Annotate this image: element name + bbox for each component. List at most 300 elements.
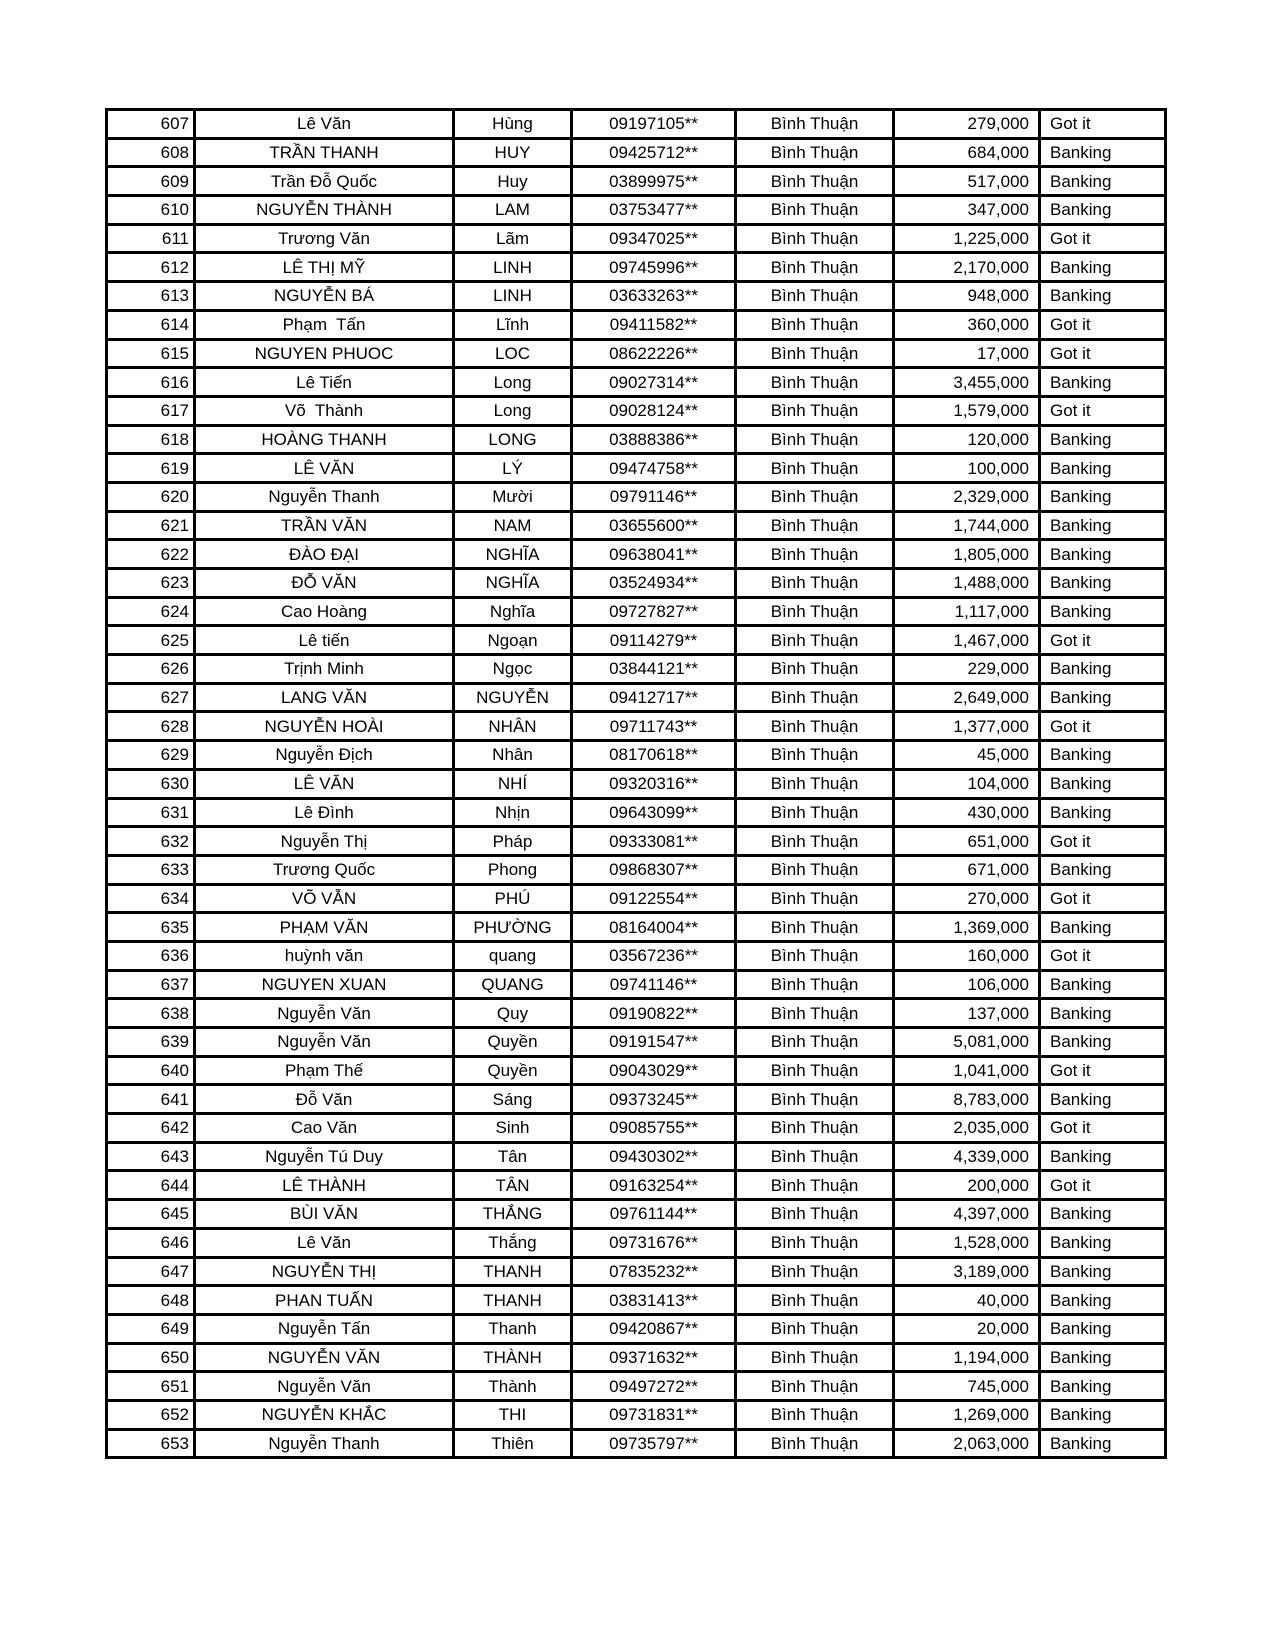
cell-last-name: THÀNH: [454, 1343, 572, 1372]
cell-status: Banking: [1040, 253, 1166, 282]
cell-phone-number: 09411582**: [572, 310, 736, 339]
cell-phone-number: 09638041**: [572, 540, 736, 569]
cell-phone-number: 03899975**: [572, 167, 736, 196]
table-row: [107, 138, 1166, 167]
cell-row-number: 608: [107, 138, 195, 167]
cell-phone-number: 09761144**: [572, 1200, 736, 1229]
cell-last-name: NGHĨA: [454, 540, 572, 569]
table-row: [107, 224, 1166, 253]
cell-status: Banking: [1040, 913, 1166, 942]
cell-province: Bình Thuận: [736, 511, 894, 540]
cell-province: Bình Thuận: [736, 827, 894, 856]
cell-amount: 279,000: [894, 110, 1040, 139]
cell-amount: 1,041,000: [894, 1056, 1040, 1085]
table-row: [107, 941, 1166, 970]
cell-amount: 1,528,000: [894, 1228, 1040, 1257]
cell-first-name: NGUYỄN THÀNH: [195, 196, 454, 225]
cell-province: Bình Thuận: [736, 769, 894, 798]
cell-amount: 270,000: [894, 884, 1040, 913]
cell-status: Banking: [1040, 1286, 1166, 1315]
table-row: [107, 1400, 1166, 1429]
cell-phone-number: 09497272**: [572, 1372, 736, 1401]
cell-row-number: 647: [107, 1257, 195, 1286]
cell-last-name: Lĩnh: [454, 310, 572, 339]
cell-first-name: Nguyễn Văn: [195, 1028, 454, 1057]
cell-amount: 948,000: [894, 282, 1040, 311]
cell-first-name: NGUYEN XUAN: [195, 970, 454, 999]
cell-first-name: Cao Hoàng: [195, 597, 454, 626]
cell-province: Bình Thuận: [736, 224, 894, 253]
cell-status: Banking: [1040, 1429, 1166, 1458]
cell-row-number: 613: [107, 282, 195, 311]
cell-status: Got it: [1040, 626, 1166, 655]
cell-first-name: PHẠM VĂN: [195, 913, 454, 942]
cell-phone-number: 09791146**: [572, 482, 736, 511]
cell-phone-number: 09868307**: [572, 855, 736, 884]
cell-phone-number: 09333081**: [572, 827, 736, 856]
cell-amount: 5,081,000: [894, 1028, 1040, 1057]
cell-row-number: 609: [107, 167, 195, 196]
cell-row-number: 637: [107, 970, 195, 999]
table-row: [107, 655, 1166, 684]
cell-row-number: 635: [107, 913, 195, 942]
cell-status: Banking: [1040, 597, 1166, 626]
cell-status: Got it: [1040, 884, 1166, 913]
cell-first-name: ĐÀO ĐẠI: [195, 540, 454, 569]
cell-province: Bình Thuận: [736, 1429, 894, 1458]
cell-first-name: ĐỖ VĂN: [195, 569, 454, 598]
cell-row-number: 607: [107, 110, 195, 139]
table-row: [107, 253, 1166, 282]
cell-phone-number: 09373245**: [572, 1085, 736, 1114]
cell-row-number: 630: [107, 769, 195, 798]
cell-first-name: LANG VĂN: [195, 683, 454, 712]
cell-row-number: 639: [107, 1028, 195, 1057]
cell-first-name: Nguyễn Tú Duy: [195, 1142, 454, 1171]
cell-row-number: 629: [107, 741, 195, 770]
cell-last-name: QUANG: [454, 970, 572, 999]
cell-amount: 2,329,000: [894, 482, 1040, 511]
cell-phone-number: 09347025**: [572, 224, 736, 253]
cell-amount: 1,377,000: [894, 712, 1040, 741]
cell-row-number: 623: [107, 569, 195, 598]
cell-phone-number: 03844121**: [572, 655, 736, 684]
cell-status: Banking: [1040, 683, 1166, 712]
table-row: [107, 368, 1166, 397]
cell-status: Banking: [1040, 1257, 1166, 1286]
cell-province: Bình Thuận: [736, 884, 894, 913]
cell-amount: 347,000: [894, 196, 1040, 225]
cell-first-name: Lê Đình: [195, 798, 454, 827]
cell-province: Bình Thuận: [736, 454, 894, 483]
cell-amount: 1,488,000: [894, 569, 1040, 598]
cell-phone-number: 03524934**: [572, 569, 736, 598]
cell-status: Banking: [1040, 1343, 1166, 1372]
table-row: [107, 827, 1166, 856]
table-row: [107, 396, 1166, 425]
cell-last-name: NHÂN: [454, 712, 572, 741]
table-row: [107, 339, 1166, 368]
cell-row-number: 628: [107, 712, 195, 741]
table-row: [107, 167, 1166, 196]
cell-status: Banking: [1040, 1085, 1166, 1114]
cell-province: Bình Thuận: [736, 1286, 894, 1315]
cell-province: Bình Thuận: [736, 569, 894, 598]
cell-first-name: Cao Văn: [195, 1114, 454, 1143]
cell-row-number: 651: [107, 1372, 195, 1401]
cell-status: Got it: [1040, 110, 1166, 139]
cell-province: Bình Thuận: [736, 310, 894, 339]
cell-phone-number: 07835232**: [572, 1257, 736, 1286]
cell-province: Bình Thuận: [736, 253, 894, 282]
table-row: [107, 569, 1166, 598]
cell-amount: 4,339,000: [894, 1142, 1040, 1171]
table-row: [107, 1314, 1166, 1343]
cell-last-name: Thành: [454, 1372, 572, 1401]
cell-row-number: 646: [107, 1228, 195, 1257]
cell-row-number: 621: [107, 511, 195, 540]
cell-province: Bình Thuận: [736, 741, 894, 770]
cell-first-name: LÊ VĂN: [195, 454, 454, 483]
cell-first-name: NGUYỄN VĂN: [195, 1343, 454, 1372]
cell-row-number: 620: [107, 482, 195, 511]
cell-row-number: 642: [107, 1114, 195, 1143]
cell-last-name: Tân: [454, 1142, 572, 1171]
cell-first-name: Nguyễn Thanh: [195, 1429, 454, 1458]
cell-amount: 430,000: [894, 798, 1040, 827]
cell-phone-number: 08164004**: [572, 913, 736, 942]
cell-last-name: LINH: [454, 253, 572, 282]
cell-amount: 229,000: [894, 655, 1040, 684]
cell-phone-number: 08622226**: [572, 339, 736, 368]
cell-last-name: LÝ: [454, 454, 572, 483]
table-row: [107, 1228, 1166, 1257]
cell-first-name: Lê Tiến: [195, 368, 454, 397]
table-row: [107, 425, 1166, 454]
cell-phone-number: 09711743**: [572, 712, 736, 741]
cell-amount: 40,000: [894, 1286, 1040, 1315]
cell-first-name: BÙI VĂN: [195, 1200, 454, 1229]
cell-phone-number: 09320316**: [572, 769, 736, 798]
cell-amount: 100,000: [894, 454, 1040, 483]
cell-province: Bình Thuận: [736, 913, 894, 942]
cell-amount: 360,000: [894, 310, 1040, 339]
cell-status: Banking: [1040, 855, 1166, 884]
cell-province: Bình Thuận: [736, 110, 894, 139]
recipient-list-table: [105, 108, 1167, 1459]
cell-phone-number: 09731831**: [572, 1400, 736, 1429]
cell-status: Got it: [1040, 396, 1166, 425]
table-row: [107, 310, 1166, 339]
table-row: [107, 1343, 1166, 1372]
cell-phone-number: 03655600**: [572, 511, 736, 540]
cell-row-number: 640: [107, 1056, 195, 1085]
cell-row-number: 653: [107, 1429, 195, 1458]
table-row: [107, 798, 1166, 827]
cell-last-name: Nghĩa: [454, 597, 572, 626]
cell-status: Banking: [1040, 798, 1166, 827]
cell-province: Bình Thuận: [736, 368, 894, 397]
cell-province: Bình Thuận: [736, 970, 894, 999]
cell-row-number: 643: [107, 1142, 195, 1171]
cell-phone-number: 09163254**: [572, 1171, 736, 1200]
cell-status: Banking: [1040, 540, 1166, 569]
cell-last-name: Nhân: [454, 741, 572, 770]
cell-phone-number: 09114279**: [572, 626, 736, 655]
cell-first-name: Nguyễn Tấn: [195, 1314, 454, 1343]
cell-first-name: Trịnh Minh: [195, 655, 454, 684]
cell-province: Bình Thuận: [736, 1400, 894, 1429]
cell-amount: 1,269,000: [894, 1400, 1040, 1429]
cell-amount: 104,000: [894, 769, 1040, 798]
cell-phone-number: 09122554**: [572, 884, 736, 913]
cell-amount: 45,000: [894, 741, 1040, 770]
cell-first-name: NGUYỄN HOÀI: [195, 712, 454, 741]
cell-last-name: Sinh: [454, 1114, 572, 1143]
cell-first-name: huỳnh văn: [195, 941, 454, 970]
cell-amount: 200,000: [894, 1171, 1040, 1200]
cell-status: Banking: [1040, 454, 1166, 483]
cell-last-name: LINH: [454, 282, 572, 311]
cell-row-number: 636: [107, 941, 195, 970]
cell-status: Banking: [1040, 655, 1166, 684]
table-row: [107, 1085, 1166, 1114]
cell-last-name: Nhịn: [454, 798, 572, 827]
cell-amount: 2,170,000: [894, 253, 1040, 282]
cell-last-name: LONG: [454, 425, 572, 454]
table-row: [107, 540, 1166, 569]
cell-last-name: Ngọc: [454, 655, 572, 684]
cell-row-number: 634: [107, 884, 195, 913]
cell-last-name: Sáng: [454, 1085, 572, 1114]
cell-last-name: Phong: [454, 855, 572, 884]
cell-first-name: Nguyễn Thị: [195, 827, 454, 856]
cell-amount: 137,000: [894, 999, 1040, 1028]
table-row: [107, 1028, 1166, 1057]
table-row: [107, 1286, 1166, 1315]
cell-last-name: Quy: [454, 999, 572, 1028]
cell-amount: 2,035,000: [894, 1114, 1040, 1143]
cell-last-name: Huy: [454, 167, 572, 196]
cell-province: Bình Thuận: [736, 597, 894, 626]
cell-amount: 4,397,000: [894, 1200, 1040, 1229]
table-row: [107, 712, 1166, 741]
cell-province: Bình Thuận: [736, 482, 894, 511]
cell-province: Bình Thuận: [736, 1314, 894, 1343]
cell-amount: 517,000: [894, 167, 1040, 196]
table-row: [107, 511, 1166, 540]
cell-phone-number: 09727827**: [572, 597, 736, 626]
cell-amount: 3,189,000: [894, 1257, 1040, 1286]
cell-first-name: Phạm Tấn: [195, 310, 454, 339]
cell-first-name: LÊ VĂN: [195, 769, 454, 798]
cell-amount: 745,000: [894, 1372, 1040, 1401]
cell-row-number: 615: [107, 339, 195, 368]
cell-status: Banking: [1040, 970, 1166, 999]
table-row: [107, 1372, 1166, 1401]
cell-last-name: Long: [454, 368, 572, 397]
cell-last-name: Ngoạn: [454, 626, 572, 655]
cell-province: Bình Thuận: [736, 941, 894, 970]
cell-amount: 1,194,000: [894, 1343, 1040, 1372]
cell-row-number: 616: [107, 368, 195, 397]
cell-row-number: 648: [107, 1286, 195, 1315]
cell-row-number: 645: [107, 1200, 195, 1229]
cell-row-number: 614: [107, 310, 195, 339]
cell-last-name: NHÍ: [454, 769, 572, 798]
cell-amount: 1,805,000: [894, 540, 1040, 569]
cell-first-name: Nguyễn Địch: [195, 741, 454, 770]
cell-status: Got it: [1040, 941, 1166, 970]
cell-first-name: PHAN TUẤN: [195, 1286, 454, 1315]
cell-status: Banking: [1040, 1228, 1166, 1257]
cell-status: Banking: [1040, 1142, 1166, 1171]
cell-row-number: 617: [107, 396, 195, 425]
cell-status: Banking: [1040, 368, 1166, 397]
table-row: [107, 482, 1166, 511]
table-row: [107, 741, 1166, 770]
cell-phone-number: 09430302**: [572, 1142, 736, 1171]
cell-status: Banking: [1040, 138, 1166, 167]
cell-status: Banking: [1040, 1028, 1166, 1057]
cell-first-name: Võ Thành: [195, 396, 454, 425]
cell-last-name: THANH: [454, 1257, 572, 1286]
cell-status: Banking: [1040, 482, 1166, 511]
cell-amount: 106,000: [894, 970, 1040, 999]
cell-status: Banking: [1040, 511, 1166, 540]
cell-last-name: THANH: [454, 1286, 572, 1315]
cell-last-name: HUY: [454, 138, 572, 167]
cell-last-name: LAM: [454, 196, 572, 225]
cell-last-name: Long: [454, 396, 572, 425]
cell-row-number: 622: [107, 540, 195, 569]
cell-last-name: TÂN: [454, 1171, 572, 1200]
cell-amount: 684,000: [894, 138, 1040, 167]
cell-phone-number: 09643099**: [572, 798, 736, 827]
table-row: [107, 683, 1166, 712]
cell-last-name: NGUYỄN: [454, 683, 572, 712]
cell-amount: 1,579,000: [894, 396, 1040, 425]
cell-province: Bình Thuận: [736, 1343, 894, 1372]
cell-row-number: 610: [107, 196, 195, 225]
cell-row-number: 624: [107, 597, 195, 626]
cell-province: Bình Thuận: [736, 1200, 894, 1229]
table-row: [107, 1429, 1166, 1458]
cell-province: Bình Thuận: [736, 683, 894, 712]
cell-amount: 17,000: [894, 339, 1040, 368]
cell-province: Bình Thuận: [736, 1372, 894, 1401]
cell-status: Banking: [1040, 1200, 1166, 1229]
cell-status: Banking: [1040, 1400, 1166, 1429]
table-row: [107, 913, 1166, 942]
table-row: [107, 1142, 1166, 1171]
cell-last-name: PHƯỜNG: [454, 913, 572, 942]
cell-status: Got it: [1040, 339, 1166, 368]
cell-amount: 1,225,000: [894, 224, 1040, 253]
cell-phone-number: 09420867**: [572, 1314, 736, 1343]
cell-first-name: HOÀNG THANH: [195, 425, 454, 454]
table-row: [107, 1200, 1166, 1229]
cell-first-name: NGUYỄN KHẮC: [195, 1400, 454, 1429]
cell-province: Bình Thuận: [736, 855, 894, 884]
cell-first-name: Trương Quốc: [195, 855, 454, 884]
table-row: [107, 110, 1166, 139]
cell-last-name: Mười: [454, 482, 572, 511]
table-row: [107, 884, 1166, 913]
cell-province: Bình Thuận: [736, 196, 894, 225]
cell-amount: 8,783,000: [894, 1085, 1040, 1114]
table-row: [107, 1056, 1166, 1085]
table-row: [107, 970, 1166, 999]
cell-phone-number: 09043029**: [572, 1056, 736, 1085]
cell-last-name: THẮNG: [454, 1200, 572, 1229]
cell-last-name: Thắng: [454, 1228, 572, 1257]
cell-province: Bình Thuận: [736, 1257, 894, 1286]
cell-phone-number: 09027314**: [572, 368, 736, 397]
cell-phone-number: 09412717**: [572, 683, 736, 712]
cell-phone-number: 09425712**: [572, 138, 736, 167]
cell-last-name: Quyền: [454, 1028, 572, 1057]
table-row: [107, 1171, 1166, 1200]
cell-province: Bình Thuận: [736, 1171, 894, 1200]
cell-phone-number: 03753477**: [572, 196, 736, 225]
table-row: [107, 454, 1166, 483]
cell-status: Got it: [1040, 1056, 1166, 1085]
table-row: [107, 282, 1166, 311]
cell-first-name: VÕ VẪN: [195, 884, 454, 913]
cell-province: Bình Thuận: [736, 712, 894, 741]
cell-first-name: Lê Văn: [195, 110, 454, 139]
cell-amount: 1,369,000: [894, 913, 1040, 942]
cell-first-name: Trần Đỗ Quốc: [195, 167, 454, 196]
cell-last-name: quang: [454, 941, 572, 970]
cell-status: Got it: [1040, 712, 1166, 741]
cell-row-number: 633: [107, 855, 195, 884]
cell-first-name: Phạm Thế: [195, 1056, 454, 1085]
cell-last-name: Thanh: [454, 1314, 572, 1343]
cell-amount: 1,467,000: [894, 626, 1040, 655]
cell-phone-number: 09474758**: [572, 454, 736, 483]
cell-row-number: 612: [107, 253, 195, 282]
cell-province: Bình Thuận: [736, 396, 894, 425]
cell-province: Bình Thuận: [736, 425, 894, 454]
cell-last-name: THI: [454, 1400, 572, 1429]
cell-status: Banking: [1040, 769, 1166, 798]
cell-phone-number: 09731676**: [572, 1228, 736, 1257]
cell-phone-number: 08170618**: [572, 741, 736, 770]
table-row: [107, 769, 1166, 798]
cell-first-name: NGUYỄN BÁ: [195, 282, 454, 311]
cell-first-name: LÊ THÀNH: [195, 1171, 454, 1200]
cell-status: Banking: [1040, 196, 1166, 225]
cell-amount: 120,000: [894, 425, 1040, 454]
cell-first-name: LÊ THỊ MỸ: [195, 253, 454, 282]
cell-last-name: Lãm: [454, 224, 572, 253]
cell-first-name: Nguyễn Văn: [195, 999, 454, 1028]
cell-first-name: Lê tiến: [195, 626, 454, 655]
cell-phone-number: 09745996**: [572, 253, 736, 282]
cell-province: Bình Thuận: [736, 167, 894, 196]
table-body: [107, 110, 1166, 1458]
table-row: [107, 626, 1166, 655]
cell-row-number: 625: [107, 626, 195, 655]
cell-row-number: 644: [107, 1171, 195, 1200]
cell-province: Bình Thuận: [736, 540, 894, 569]
cell-status: Got it: [1040, 310, 1166, 339]
cell-province: Bình Thuận: [736, 138, 894, 167]
cell-last-name: Hùng: [454, 110, 572, 139]
cell-row-number: 638: [107, 999, 195, 1028]
